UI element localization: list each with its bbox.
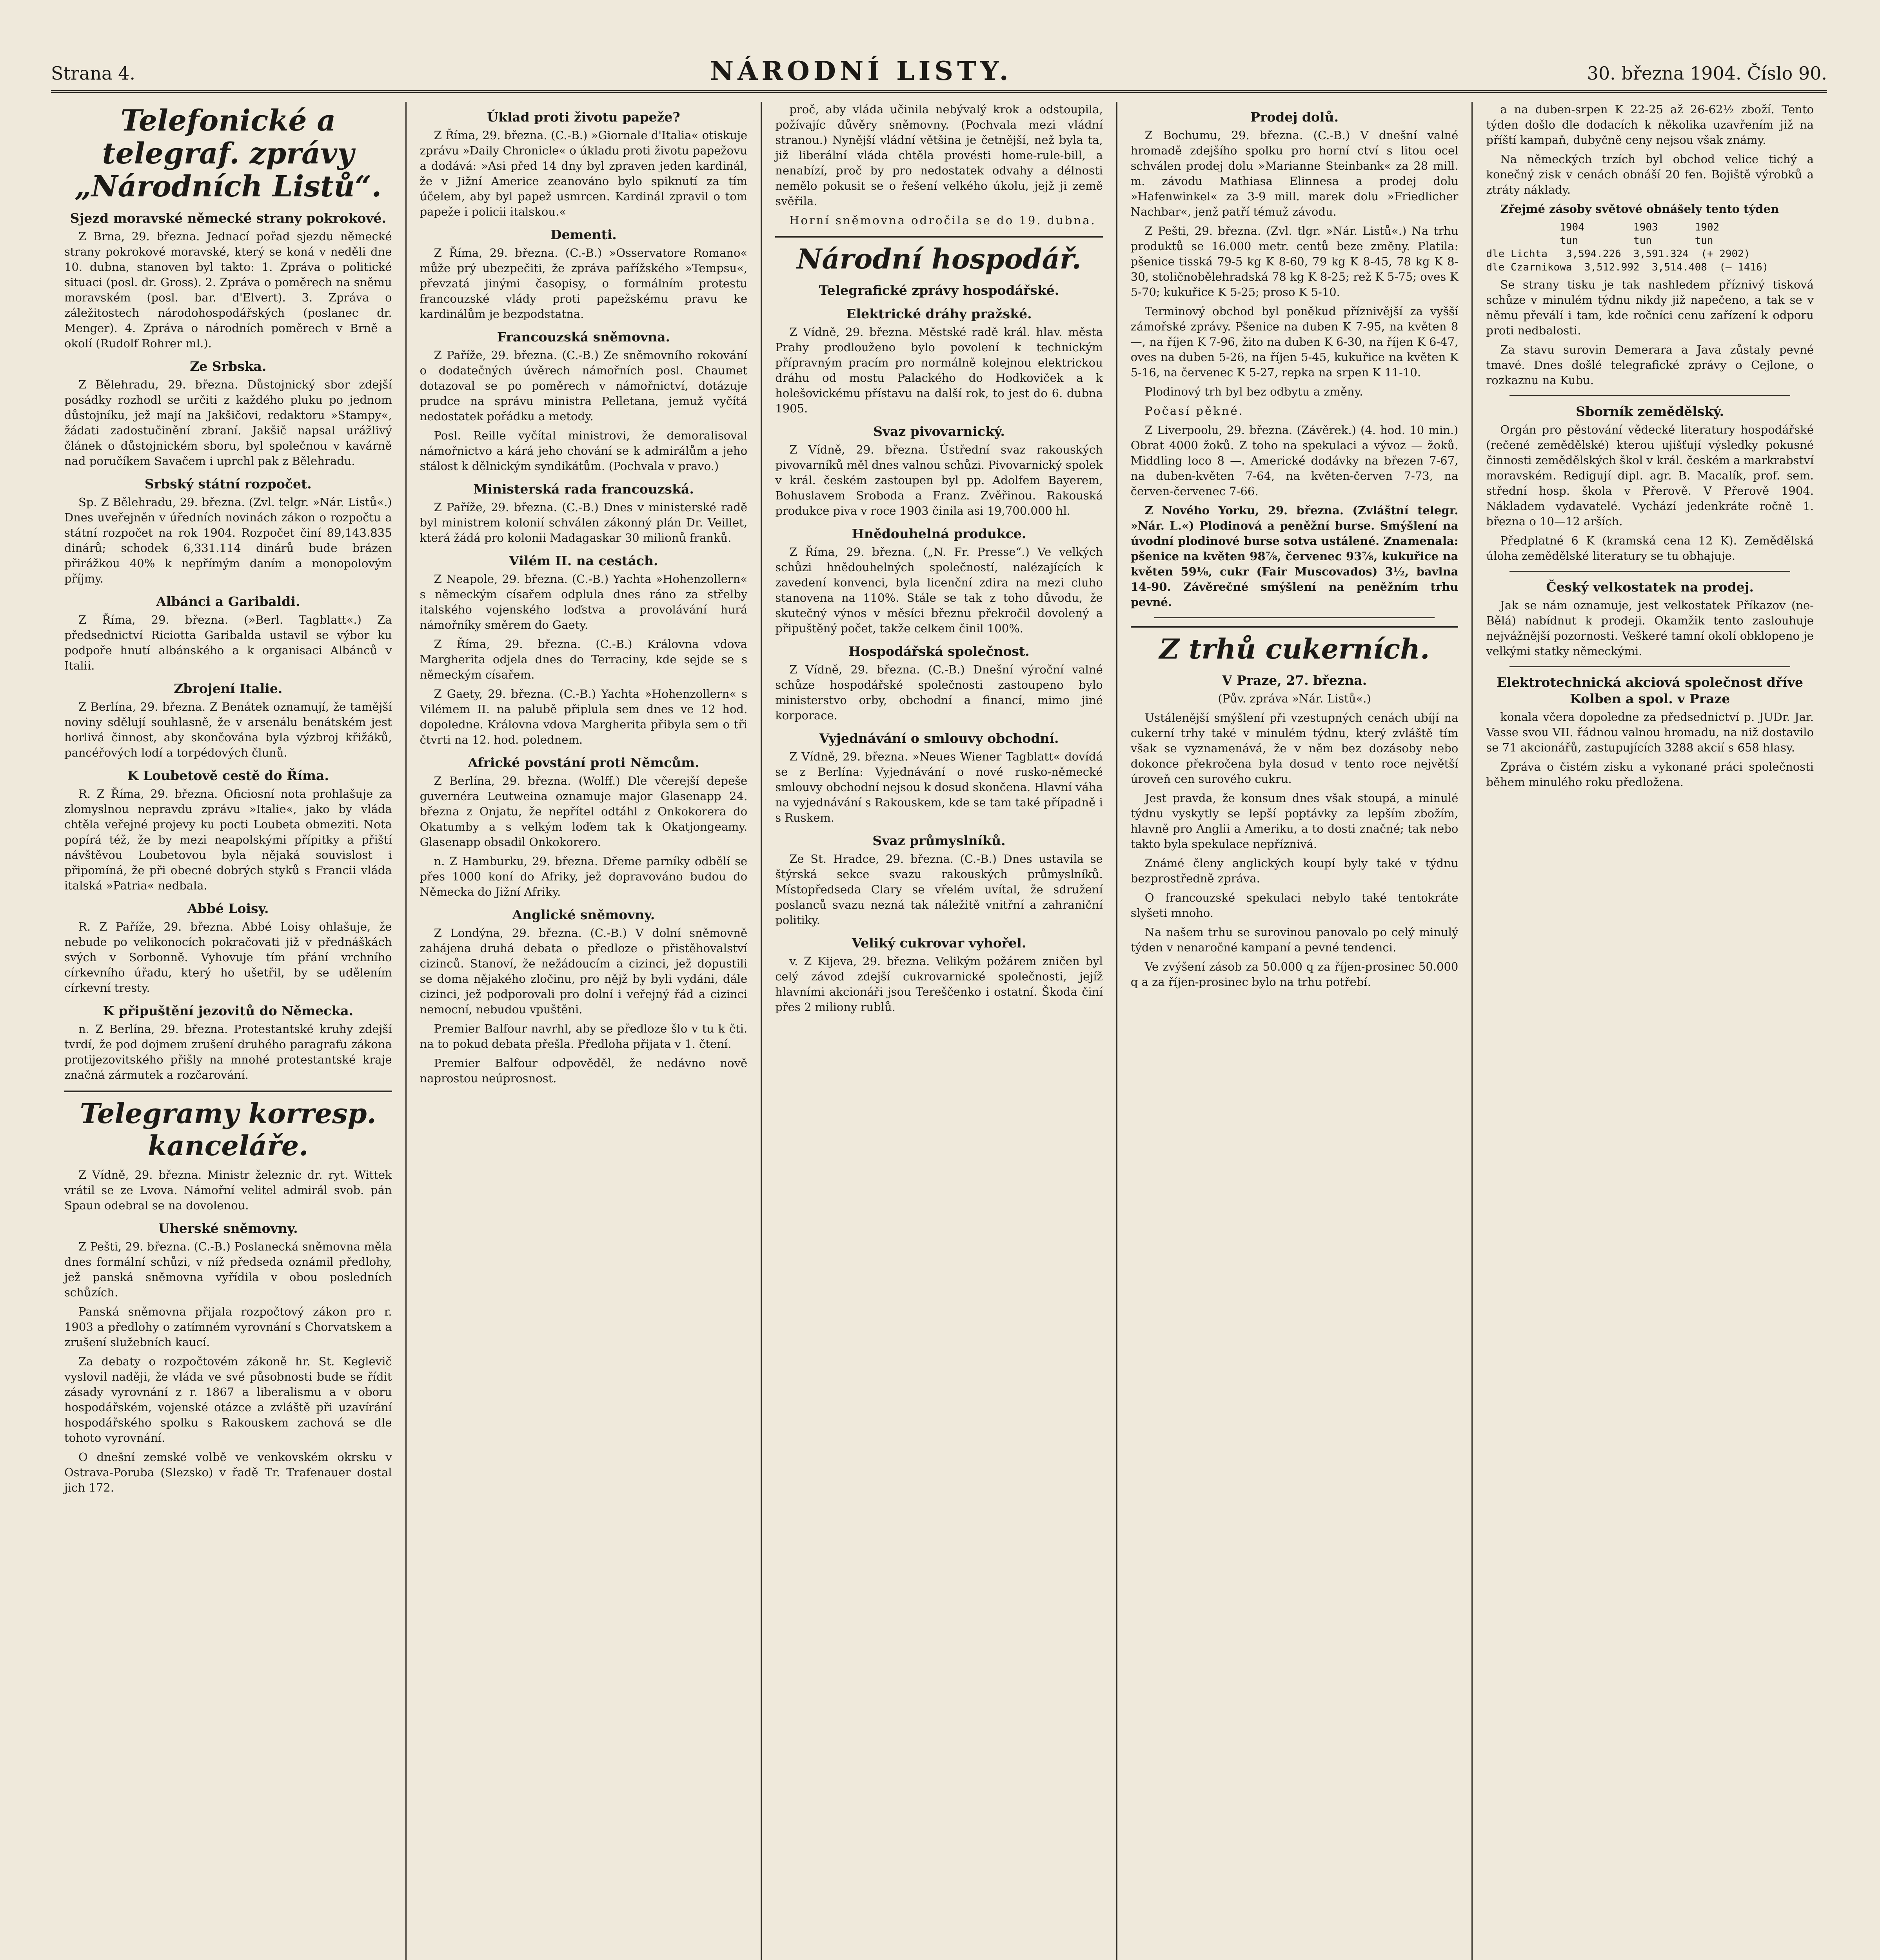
article-text: O dnešní zemské volbě ve venkovském okrsku v Ostrava-Poruba (Slezsko) v řadě Tr. Trafenauer dostal jich 172. <box>64 1450 392 1494</box>
article-title: Úklad proti životu papeže? <box>487 109 680 125</box>
article-title: Elektrické dráhy pražské. <box>846 306 1032 321</box>
newspaper-title: NÁRODNÍ LISTY. <box>710 56 1012 86</box>
article-text: Za stavu surovin Demerara a Java zůstaly pevné tmavé. Dnes došlé telegrafické zprávy o Cejlone, o rozkaznu na Kubu. <box>1486 343 1814 387</box>
article-text: Z Paříže, 29. března. (C.-B.) Dnes v ministerské radě byl ministrem kolonií schválen zákonný plán Dr. Veillet, která žádá pro kolonii Madagaskar 30 milionů franků. <box>420 501 748 544</box>
column-layout <box>51 102 1827 1960</box>
article-text: Z Gaety, 29. března. (C.-B.) Yachta »Hohenzollern« s Vilémem II. na palubě připlula sem dnes ve 12 hod. dopoledne. Královna vdova Margherita přibyla sem o tři čtvrti na 12. hod. polednem. <box>420 687 748 746</box>
article-text: Z Vídně, 29. března. »Neues Wiener Tagblatt« dovídá se z Berlína: Vyjednávání o nové rusko-německé smlouvy obchodní nejsou k dosud skončena. Hlavní váha na vyjednávání s Rakouskem, kde se tam také případně i s Ruskem. <box>775 750 1103 824</box>
article-text: Ze St. Hradce, 29. března. (C.-B.) Dnes ustavila se štýrská sekce svazu rakouských průmyslníků. Místopředseda Clary se vřelém uvítal, že sdružení poslanců svazu nezná tak náležitě vnitřní a zahraniční politiky. <box>775 852 1103 927</box>
article-text: Z Brna, 29. března. Jednací pořad sjezdu německé strany pokrokové moravské, který se koná v neděli dne 10. dubna, stanoven byl takto: 1. Zpráva o politické situaci (posl. dr. Gross). 2. Zpráva o poměrech na sněmu moravském (posl. bar. d'Elvert). 3. Zpráva o záležitostech národohospodářských (poslanec dr. Menger). 4. Zpráva o národních poměrech v Brně a okolí (Rudolf Rohrer ml.). <box>64 230 392 350</box>
article-text: Z Pešti, 29. března. (C.-B.) Poslanecká sněmovna měla dnes formální schůzi, v níž předseda oznámil předlohy, jež panská sněmovna vyřídila v obou posledních schůzích. <box>64 1240 392 1299</box>
subsection-title: Telegrafické zprávy hospodářské. <box>819 283 1059 298</box>
article-text: Z Říma, 29. března. (C.-B.) »Giornale d'Italia« otiskuje zprávu »Daily Chronicle« o úkladu proti životu papežovu a dodává: »Asi před 14 dny byl zpraven jeden kardinál, že v Jižní Americe zeanováno bylo spiknutí za tím účelem, aby byl papež usmrcen. Kardinál zpravil o tom papeže i policii italskou.« <box>420 129 748 218</box>
issue-date: 30. března 1904. Číslo 90. <box>1587 63 1827 84</box>
article-text: Posl. Reille vyčítal ministrovi, že demoralisoval námořnictvo a kárá jeho chování se k admirálům a jeho stálost k dělnickým syndikátům. (Pochvala v pravo.) <box>420 429 748 473</box>
article-title: Hnědouhelná produkce. <box>852 526 1026 541</box>
article-title: Svaz průmyslníků. <box>872 833 1006 848</box>
article-text: n. Z Hamburku, 29. března. Dřeme parníky odbělí se přes 1000 koní do Afriky, jež dopravováno budou do Německa do Jižní Afriky. <box>420 855 748 898</box>
article-text: Předplatné 6 K (kramská cena 12 K). Zemědělská úloha zemědělské literatury se tu obhajuje. <box>1486 534 1814 563</box>
section-heading-sugar-markets: Z trhů cukerních. <box>1131 626 1459 665</box>
article-text: Z Liverpoolu, 29. března. (Závěrek.) (4. hod. 10 min.) Obrat 4000 žoků. Z toho na spekulaci a vývoz — žoků. Middling loco 8 —. Americké dodávky na březen 7-67, na duben-květen 7-64, na květen-červen 7-73, na červen-červenec 7-66. <box>1130 423 1459 498</box>
article-title: Sborník zemědělský. <box>1576 404 1724 419</box>
divider <box>1509 395 1790 396</box>
article-text: v. Z Kijeva, 29. března. Velikým požárem zničen byl celý závod zdejší cukrovarnické společnosti, jejíž hlavními akcionáři jsou Tereščenko i ostatní. Škoda činí přes 2 miliony rublů. <box>775 955 1103 1014</box>
sugar-stock-table: 1904 1903 1902 tun tun tun dle Lichta 3,594.226 3,591.324 (+ 2902) dle Czarnikowa 3,512.992 3,514.408 (— 1416) <box>1486 221 1769 273</box>
article-text: Orgán pro pěstování vědecké literatury hospodářské (rečené zemědělské) kterou ujišťují výsledky pokusné činnosti zemědělských škol v král. českém a markrabství moravském. Redigují dipl. agr. B. Macalík, prof. sem. střední hosp. škola v Přerově. V Přerově 1904. Nákladem vydavatelé. Vychází jedenkráte ročně 1. března o 10—12 arších. <box>1486 423 1814 528</box>
article-text: Z Nového Yorku, 29. března. (Zvláštní telegr. »Nár. L.«) Plodinová a peněžní burse. Smýšlení na úvodní plodinové burse sotva ustálené. Znamenala: pšenice na květen 98⅞, červenec 93⅞, kukuřice na květen 59⅛, cukr (Fair Muscovados) 3½, bavlna 14-90. Závěrečné smýšlení na peněžním trhu pevné. <box>1130 504 1459 609</box>
article-text: Z Vídně, 29. března. (C.-B.) Dnešní výroční valné schůze hospodářské společnosti zastoupeno bylo ministerstvo orby, obchodní a financí, mimo jiné korporace. <box>775 663 1103 722</box>
article-title: Sjezd moravské německé strany pokrokové. <box>70 211 386 226</box>
divider <box>1154 617 1435 618</box>
article-text: Jak se nám oznamuje, jest velkostatek Příkazov (ne-Bělá) nabídnut k prodeji. Okamžik tento zaslouhuje nejvážnější pozornosti. Veškeré tamní okolí obklopeno je velkými statky německými. <box>1486 599 1814 658</box>
article-text: Ve zvýšení zásob za 50.000 q za říjen-prosinec 50.000 q a za říjen-prosinec bylo na trhu potřebí. <box>1130 960 1459 989</box>
article-text: proč, aby vláda učinila nebývalý krok a odstoupila, požívajíc důvěry sněmovny. (Pochvala mezi vládní stranou.) Nynější vládní většina je četnější, než byla ta, již liberální vláda chtěla provésti home-rule-bill, a nenabízí, proč by pro nedostatek odvahy a délnosti nemělo pokusit se o řešení velkého úkolu, jejž ji země svěřila. <box>775 103 1103 208</box>
article-text: Z Vídně, 29. března. Ministr železnic dr. ryt. Wittek vrátil se ze Lvova. Námořní velitel admirál svob. pán Spaun odebral se na dovolenou. <box>64 1168 392 1212</box>
column-4 <box>1117 102 1473 1960</box>
section-heading-economy: Národní hospodář. <box>775 236 1103 275</box>
article-title: Francouzská sněmovna. <box>497 329 670 345</box>
masthead <box>51 47 1827 93</box>
article-text: Jest pravda, že konsum dnes však stoupá, a minulé týdnu vyskytly se lepší poptávky za lepším zbožím, hlavně pro Anglii a Ameriku, a to dosti značné; tak nebo takto byla spekulace nepříznivá. <box>1130 791 1459 851</box>
article-text: Z Říma, 29. března. („N. Fr. Presse“.) Ve velkých schůzi hnědouhelných společností, nalézajících k zavedení konvenci, byla licenční zdira na mezi cluho stanovena na 110%. Stále se tak z toho důvodu, že skutečný výnos v měsíci březnu překročil dovolený a připuštěný počet, takže celkem činil 100%. <box>775 545 1103 635</box>
article-title: Uherské sněmovny. <box>158 1221 298 1236</box>
article-title: Africké povstání proti Němcům. <box>468 755 699 770</box>
article-title: Elektrotechnická akciová společnost dříve Kolben a spol. v Praze <box>1497 675 1803 706</box>
page-number: Strana 4. <box>51 63 135 84</box>
dateline: V Praze, 27. března. <box>1222 673 1367 688</box>
article-text: Z Berlína, 29. března. Z Benátek oznamují, že tamější noviny sdělují souhlasně, že v arsenálu benátském jest horlivá činnost, aby skončována byla výzbroj křižáků, pancéřových lodí a torpédových člunů. <box>64 700 392 759</box>
article-text: Panská sněmovna přijala rozpočtový zákon pro r. 1903 a předlohy o zatímném vyrovnání s Chorvatskem a zrušení služebních kaucí. <box>64 1305 392 1349</box>
article-title: Vilém II. na cestách. <box>509 553 658 568</box>
article-text: Z Berlína, 29. března. (Wolff.) Dle včerejší depeše guvernéra Leutweina oznamuje major Glasenapp 24. března z Onjatu, že nepřítel odtáhl z Onkokorera do Okatumby a s velkým loďem tak k Okatjongeamy. Glasenapp obsadil Onkokorero. <box>420 774 748 849</box>
column-5 <box>1473 102 1827 1960</box>
article-text: R. Z Říma, 29. března. Oficiosní nota prohlašuje za zlomyslnou nepravdu zprávu »Italie«, jako by vláda chtěla veřejné projevy ku pocti Loubeta obmeziti. Nota popírá též, že by mezi neapolskými přípitky a přiští návštěvou Loubetovou byla nějaká souvislost i připomíná, že při obecné dobrých styků s Francii vláda italská »Patria« nedbala. <box>64 787 392 892</box>
article-text: Ustálenější smýšlení při vzestupných cenách ubíjí na cukerní trhy také v minulém týdnu, který zvláště tím však se vyznamenává, že v něm bez dozásoby nebo dokonce překročena byla dosud v tento roce největší úroveň cen surového cukru. <box>1130 711 1459 786</box>
article-text: Na německých trzích byl obchod velice tichý a konečný zisk v cenách obnáší 20 fen. Bojiště výrobků a ztráty náklady. <box>1486 152 1814 196</box>
divider <box>1509 666 1790 667</box>
article-text: Z Říma, 29. března. (»Berl. Tagblatt«.) Za předsednictví Riciotta Garibalda ustavil se výbor ku podpoře hnutí albánského a k organisaci Albánců v Italii. <box>64 613 392 672</box>
article-text: Počasí pěkné. <box>1144 404 1244 417</box>
section-heading-telegrams: Telefonické a telegraf. zprávy „Národních Listů“. <box>74 104 382 203</box>
article-text: R. Z Paříže, 29. března. Abbé Loisy ohlašuje, že nebude po velikonocích pokračovati již v přednáškách svých v Sorbonně. Vyhovuje tím přání vrchního církevního úřadu, který ho ušetřil, by se udělením církevní tresty. <box>64 920 392 995</box>
article-text: Z Pešti, 29. března. (Zvl. tlgr. »Nár. Listů«.) Na trhu produktů se 16.000 metr. centů beze změny. Platila: pšenice tisská 79-5 kg K 8-60, 79 kg K 8-45, 78 kg K 8-30, stoličnobělehradská 78 kg K 8-25; rež K 5-75; oves K 5-70; kukuřice K 5-25; proso K 5-10. <box>1130 224 1459 299</box>
article-text: Na našem trhu se surovinou panovalo po celý minulý týden v nenaročné kampaní a pevné tendenci. <box>1130 926 1459 954</box>
article-title: Abbé Loisy. <box>187 901 269 916</box>
article-text: Z Říma, 29. března. (C.-B.) Královna vdova Margherita odjela dnes do Terraciny, kde sejde se s německým císařem. <box>420 637 748 681</box>
article-title: Zbrojení Italie. <box>174 681 283 696</box>
article-text: Horní sněmovna odročila se do 19. dubna. <box>789 214 1096 227</box>
article-text: n. Z Berlína, 29. března. Protestantské kruhy zdejší tvrdí, že pod dojmem zrušení druhého paragrafu zákona protijezovitského přišly na mnohé protestantské kraje značná zármutek a rozčarování. <box>64 1022 392 1082</box>
article-title: Veliký cukrovar vyhořel. <box>852 935 1026 951</box>
article-text: Z Bělehradu, 29. března. Důstojnický sbor zdejší posádky rozhodl se určiti z každého pluku po jednom důstojníku, jež mají na Jakšičovi, redaktoru »Stampy«, žádati zadostučinění zbraní. Jakšič napsal urážlivý článek o důstojnickém sboru, byl společnou v kavárně nad poručíkem Savačem i uprchl pak z Bělehradu. <box>64 378 392 468</box>
article-text: Se strany tisku je tak nashledem příznivý tisková schůze v minulém týdnu nikdy již napečeno, a tak se v němu převálí i tam, kde ročníci cenu zařízení k odporu proti nedbalosti. <box>1486 278 1814 337</box>
article-text: Z Neapole, 29. března. (C.-B.) Yachta »Hohenzollern« s německým císařem odplula dnes ráno za střelby italského vojenského loďstva a provolávání hurá námořníky směrem do Gaety. <box>420 572 748 632</box>
article-text: Premier Balfour navrhl, aby se předloze šlo v tu k čti. na to pokud debata přešla. Předloha přijata v 1. čtení. <box>420 1022 748 1051</box>
article-text: Z Vídně, 29. března. Městské radě král. hlav. města Prahy prodlouženo bylo povolení k technickým přípravným pracím pro normálně kolejnou elektrickou dráhu od mostu Palackého do Hodkoviček a k holešovickému přístavu na další rok, to jest do 6. dubna 1905. <box>775 325 1103 415</box>
section-heading-telegrams-korresp: Telegramy korresp. kanceláře. <box>64 1091 392 1162</box>
column-1 <box>51 102 407 1960</box>
source-note: (Pův. zpráva »Nár. Listů«.) <box>1218 692 1371 705</box>
article-title: Český velkostatek na prodej. <box>1546 579 1754 595</box>
article-text: Z Paříže, 29. března. (C.-B.) Ze sněmovního rokování o dodatečných úvěrech námořních posl. Chaumet dotazoval se po poměrech v námořnictví, dotázuje prudce na správu ministra Pelletana, jemuž vyčítá nedostatek pořádku a metody. <box>420 348 748 423</box>
article-title: Anglické sněmovny. <box>512 907 655 922</box>
article-text: a na duben-srpen K 22-25 až 26-62½ zboží. Tento týden došlo dle dodacích k několika uzavřením již na příští kampaň, dubyčně ceny nejsou však známy. <box>1486 103 1814 147</box>
column-2 <box>407 102 762 1960</box>
article-title: Svaz pivovarnický. <box>873 424 1005 439</box>
article-title: K Loubetově cestě do Říma. <box>127 768 329 783</box>
article-text: Z Londýna, 29. března. (C.-B.) V dolní sněmovně zahájena druhá debata o předloze o přistěhovalství cizinců. Stanoví, že nežádoucím a cizinci, jež dopustili se doma nějakého zločinu, pro nějž by byli vydáni, dále cizinci, jež podporovali pro dolní i veřejný řád a cizinci nemocní, nebudou vpuštěni. <box>420 926 748 1016</box>
article-text: Sp. Z Bělehradu, 29. března. (Zvl. telgr. »Nár. Listů«.) Dnes uveřejněn v úředních novinách zákon o rozpočtu a státní rozpočet na rok 1904. Rozpočet činí 89,143.835 dinárů; schodek 6,331.114 dinárů bude brázen přirážkou 40% k nepřímým daním a monopolovým příjmy. <box>64 495 392 585</box>
article-title: Dementi. <box>550 227 617 242</box>
article-text: Terminový obchod byl poněkud příznivější za vyšší zámořské zprávy. Pšenice na duben K 7-95, na květen 8 —, na říjen K 7-96, žito na duben K 6-30, na říjen K 6-47, oves na duben 5-26, na říjen 5-45, kukuřice na květen K 5-16, na červenec K 5-27, repka na srpen K 11-10. <box>1130 305 1459 379</box>
article-text: O francouzské spekulaci nebylo také tentokráte slyšeti mnoho. <box>1130 891 1459 920</box>
article-title: Albánci a Garibaldi. <box>156 594 300 609</box>
article-title: Hospodářská společnost. <box>848 644 1030 659</box>
article-title: Vyjednávání o smlouvy obchodní. <box>819 731 1059 746</box>
divider <box>1509 571 1790 572</box>
article-text: Zpráva o čistém zisku a vykonané práci společnosti během minulého roku předložena. <box>1486 760 1814 789</box>
article-text: Za debaty o rozpočtovém zákoně hr. St. Keglevič vyslovil naději, že vláda ve své působnosti bude se řídit zásady vyrovnání z r. 1867 a liberalismu a v oboru hospodářském, vojenské otázce a zvláště při uzavírání hospodářského spolku s Rakouskem zachová se dle tohoto vyrovnání. <box>64 1355 392 1445</box>
article-text: Zřejmé zásoby světové obnášely tento týden <box>1500 202 1779 216</box>
article-text: Premier Balfour odpověděl, že nedávno nově naprostou neúprosnost. <box>420 1056 748 1085</box>
article-text: Z Vídně, 29. března. Ústřední svaz rakouských pivovarníků měl dnes valnou schůzi. Pivovarnický spolek v král. českém zastoupen byl pp. Adolfem Bayerem, Bohuslavem Sroboda a Franz. Zvěřinou. Rakouská produkce piva v roce 1903 činila asi 19,700.000 hl. <box>775 443 1103 517</box>
article-title: Ministerská rada francouzská. <box>473 481 694 497</box>
article-text: konala včera dopoledne za předsednictví p. JUDr. Jar. Vasse svou VII. řádnou valnou hromadu, na niž dostavilo se 71 akcionářů, zastupujících 3288 akcií s 658 hlasy. <box>1486 710 1814 754</box>
article-title: Ze Srbska. <box>190 359 267 374</box>
column-3 <box>762 102 1117 1960</box>
article-title: Prodej dolů. <box>1250 109 1339 125</box>
article-title: K připuštění jezovitů do Německa. <box>103 1003 354 1018</box>
article-text: Z Bochumu, 29. března. (C.-B.) V dnešní valné hromadě zdejšího spolku pro horní ctví s litou ocel schválen prodej dolu »Marianne Steinbank« za 28 mill. m. závodu Mathiasa Elinnesa a prodej dolu »Hafenwinkel« za 3-9 mill. marek dolu »Friedlicher Nachbar«, jenž patří témuž závodu. <box>1130 129 1459 218</box>
article-text: Známé členy anglických koupí byly také v týdnu bezprostředně zpráva. <box>1130 857 1459 885</box>
article-text: Z Říma, 29. března. (C.-B.) »Osservatore Romano« může prý ubezpečiti, že zpráva pařížského »Tempsu«, převzatá jinými časopisy, o formálním protestu francouzské vlády proti papežskému pravu ke kardinálům je bezpodstatna. <box>420 246 748 321</box>
article-text: Plodinový trh byl bez odbytu a změny. <box>1144 385 1363 398</box>
article-title: Srbský státní rozpočet. <box>144 476 312 492</box>
